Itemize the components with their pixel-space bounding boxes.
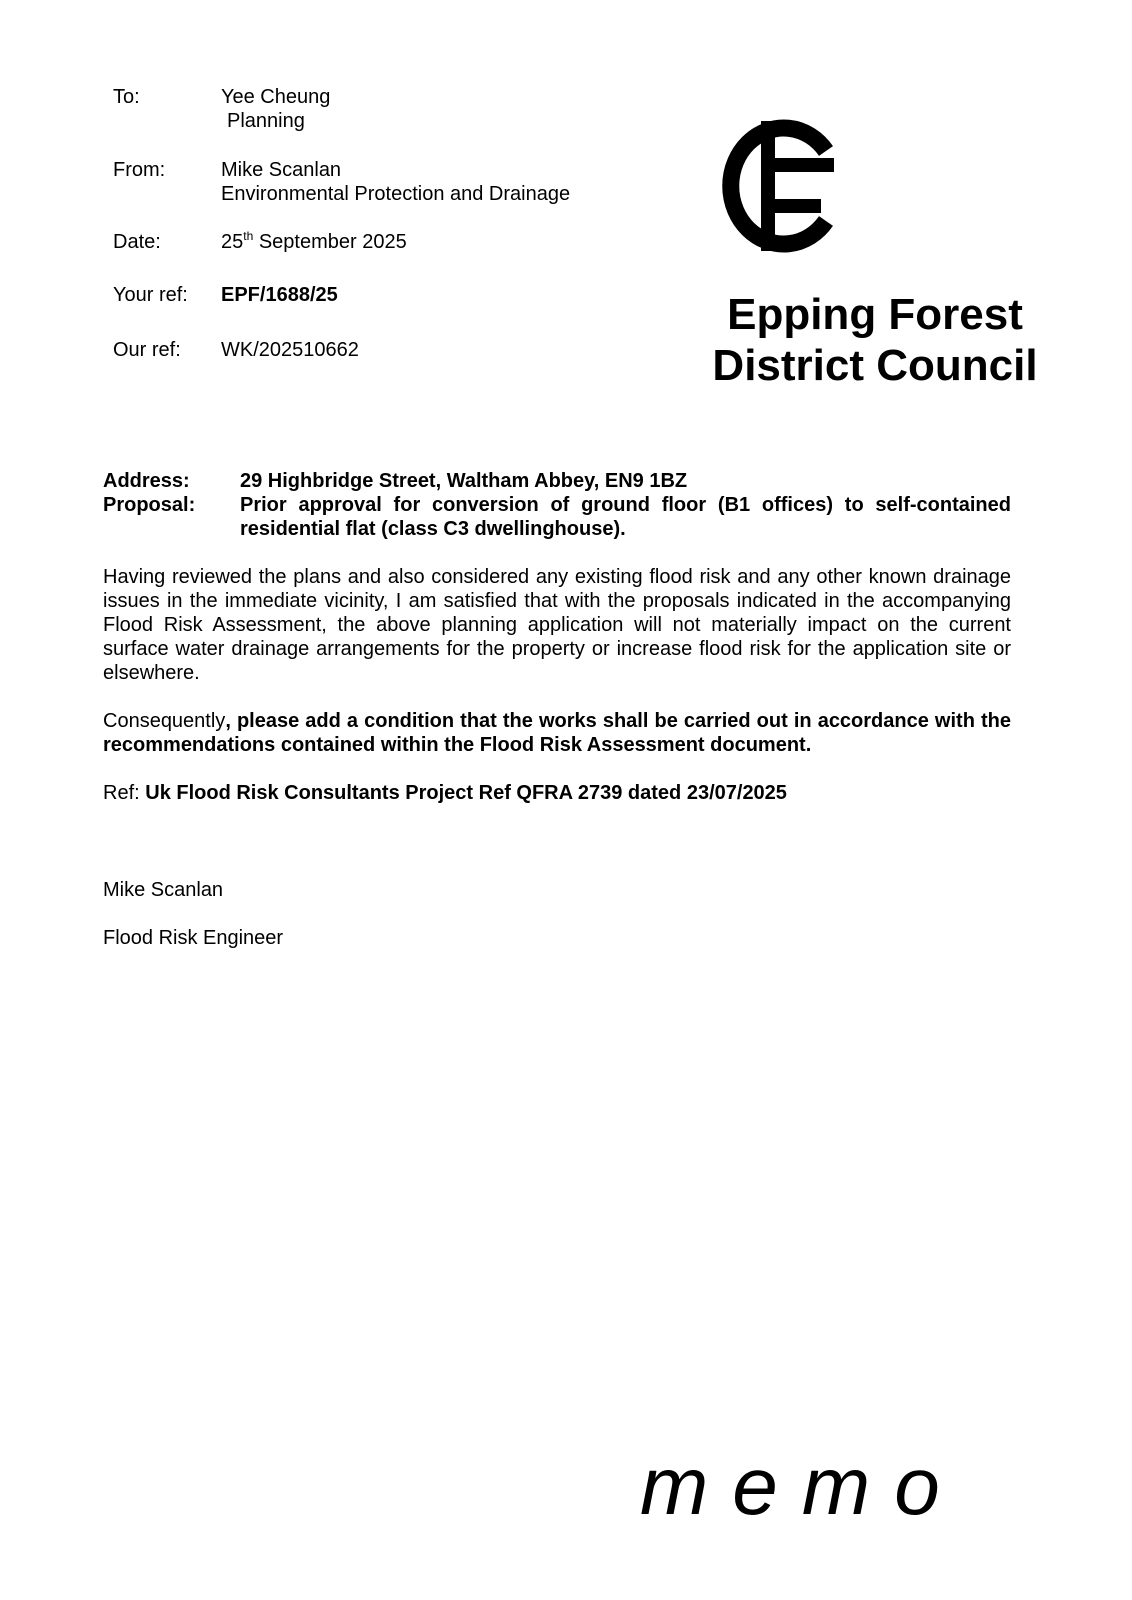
body-paragraph-1: Having reviewed the plans and also considered any existing flood risk and any other known drainage issues in the immediate vicinity, I am satisfied that with the proposals indicated in the accompanying Flood Risk Assessment, the above planning application will not materially impact on the current surface water drainage arrangements for the property or increase flood risk for the application site or elsewhere.: [103, 566, 1011, 684]
signatory-name: Mike Scanlan: [103, 879, 224, 901]
paragraph-2-condition: , please add a condition that the works shall be carried out in accordance with the recommendations contained within the Flood Risk Assessment document.: [103, 710, 1011, 756]
from-department: Environmental Protection and Drainage: [221, 183, 571, 205]
from-label: From:: [113, 159, 166, 181]
reference-value: Uk Flood Risk Consultants Project Ref QFRA 2739 dated 23/07/2025: [145, 782, 787, 804]
date-ordinal-suffix: th: [243, 229, 254, 243]
your-ref-label: Your ref:: [113, 284, 188, 306]
council-name-line1: Epping Forest: [727, 290, 1023, 339]
to-name: Yee Cheung: [221, 86, 331, 108]
our-ref-value: WK/202510662: [221, 339, 359, 361]
date-day: 25: [221, 231, 244, 253]
epping-forest-cf-logo-icon: [718, 118, 834, 254]
to-label: To:: [113, 86, 140, 108]
date-label: Date:: [113, 231, 161, 253]
council-name: [690, 289, 1060, 391]
memo-footer-wordmark: memo: [640, 1441, 964, 1532]
to-department: Planning: [227, 110, 305, 132]
date-month-year: September 2025: [253, 231, 407, 253]
our-ref-label: Our ref:: [113, 339, 181, 361]
council-name-line2: District Council: [712, 341, 1038, 390]
reference-line: [103, 781, 1011, 805]
address-label: Address:: [103, 470, 190, 492]
your-ref-value: EPF/1688/25: [221, 284, 338, 306]
reference-label: Ref:: [103, 782, 146, 804]
body-paragraph-2: [103, 709, 1011, 757]
paragraph-2-lead: Consequently: [103, 710, 226, 732]
address-value: 29 Highbridge Street, Waltham Abbey, EN9 1BZ: [240, 470, 688, 492]
proposal-value: Prior approval for conversion of ground floor (B1 offices) to self-contained residential flat (class C3 dwellinghouse).: [240, 494, 1011, 540]
proposal-label: Proposal:: [103, 494, 196, 516]
signatory-title: Flood Risk Engineer: [103, 927, 284, 949]
date-value: [221, 230, 407, 254]
from-name: Mike Scanlan: [221, 159, 342, 181]
